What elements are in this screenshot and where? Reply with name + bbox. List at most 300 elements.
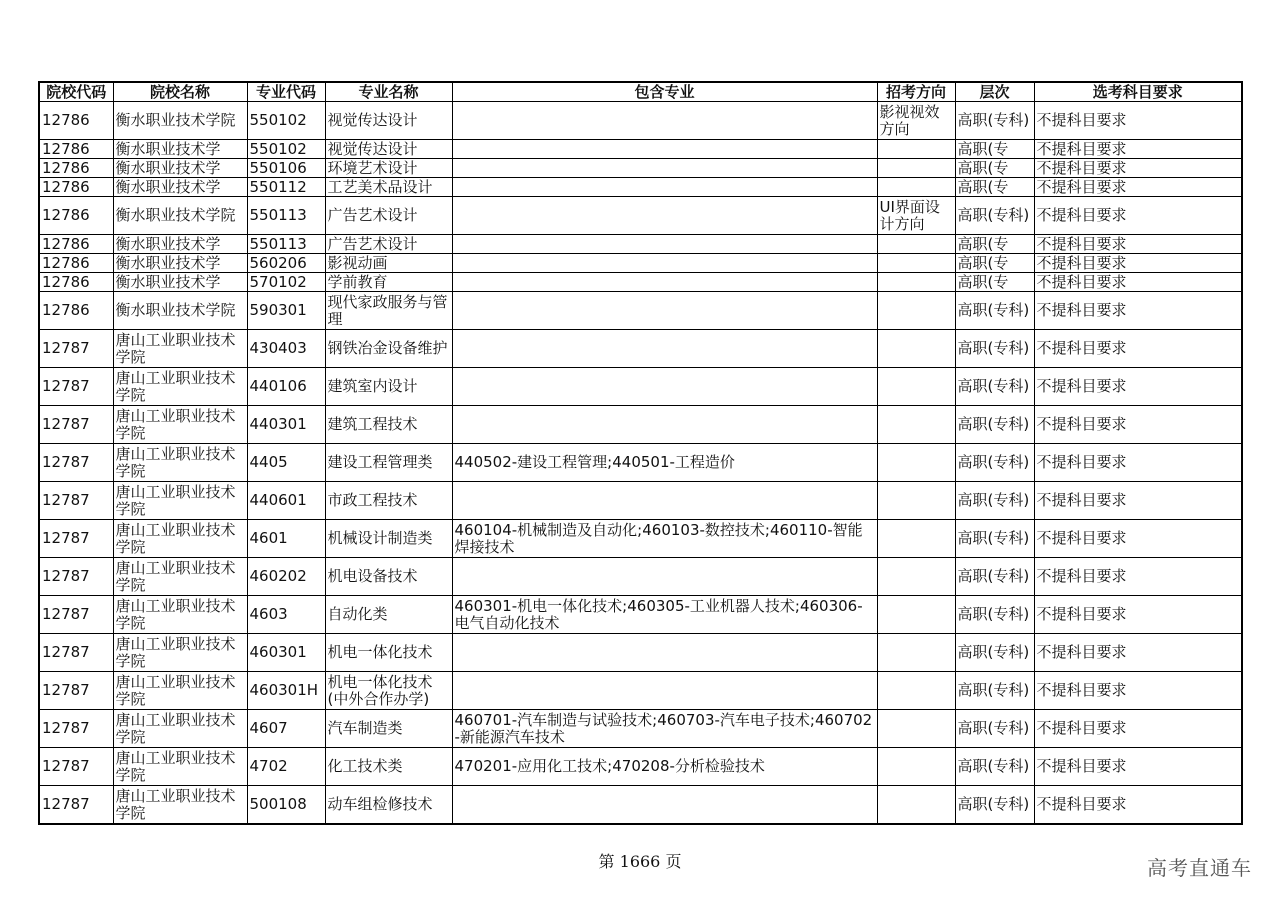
school-name-cell [113, 178, 247, 197]
level-cell [955, 672, 1034, 710]
requirement-cell-text: 不提科目要求 [1036, 377, 1127, 395]
table-row [39, 482, 1242, 520]
requirement-cell [1034, 140, 1242, 159]
major-name-cell [325, 254, 452, 273]
major-code-cell [247, 786, 325, 825]
included-majors-cell [452, 254, 877, 273]
direction-cell [877, 102, 955, 140]
school-name-cell [113, 520, 247, 558]
school-name-cell [113, 406, 247, 444]
requirement-cell [1034, 102, 1242, 140]
school-name-cell-text: 唐山工业职业技术学院 [115, 748, 236, 784]
requirement-cell [1034, 254, 1242, 273]
level-cell [955, 178, 1034, 197]
school-code-cell-text: 12786 [42, 206, 90, 224]
level-cell [955, 330, 1034, 368]
school-code-cell-text: 12787 [42, 795, 90, 813]
school-name-cell [113, 254, 247, 273]
major-name-cell-text: 机电一体化技术(中外合作办学) [327, 672, 433, 708]
level-cell [955, 748, 1034, 786]
major-code-cell-text: 440106 [249, 377, 307, 395]
direction-cell [877, 634, 955, 672]
requirement-cell-text: 不提科目要求 [1036, 111, 1127, 129]
direction-cell-text: UI界面设计方向 [879, 197, 940, 233]
major-code-cell-text: 4702 [249, 757, 288, 775]
major-name-cell [325, 178, 452, 197]
level-cell [955, 558, 1034, 596]
included-majors-cell [452, 444, 877, 482]
requirement-cell [1034, 520, 1242, 558]
requirement-cell [1034, 235, 1242, 254]
direction-cell [877, 292, 955, 330]
requirement-cell [1034, 330, 1242, 368]
major-code-cell-text: 550106 [249, 159, 307, 177]
level-cell-text: 高职(专科) [957, 605, 1030, 623]
major-code-cell-text: 4607 [249, 719, 288, 737]
included-majors-cell-text: 460104-机械制造及自动化;460103-数控技术;460110-智能焊接技术 [454, 520, 863, 556]
column-header-direction: 招考方向 [877, 82, 955, 102]
level-cell [955, 786, 1034, 825]
major-code-cell-text: 560206 [249, 254, 307, 272]
requirement-cell-text: 不提科目要求 [1036, 529, 1127, 547]
direction-cell [877, 368, 955, 406]
school-name-cell-text: 衡水职业技术学 [115, 178, 221, 196]
level-cell-text: 高职(专科) [957, 301, 1030, 319]
major-name-cell-text: 机电一体化技术 [327, 643, 433, 661]
requirement-cell-text: 不提科目要求 [1036, 643, 1127, 661]
level-cell-text: 高职(专科) [957, 339, 1030, 357]
requirement-cell-text: 不提科目要求 [1036, 301, 1127, 319]
level-cell-text: 高职(专 [957, 254, 1009, 272]
school-code-cell-text: 12786 [42, 235, 90, 253]
table-header [39, 82, 1242, 102]
school-name-cell-text: 衡水职业技术学院 [115, 206, 236, 224]
table-row [39, 330, 1242, 368]
table-row [39, 786, 1242, 825]
major-code-cell [247, 273, 325, 292]
school-code-cell-text: 12787 [42, 529, 90, 547]
requirement-cell [1034, 406, 1242, 444]
school-code-cell [39, 235, 113, 254]
school-code-cell-text: 12787 [42, 567, 90, 585]
major-code-cell [247, 520, 325, 558]
included-majors-cell-text: 460701-汽车制造与试验技术;460703-汽车电子技术;460702-新能源汽车技术 [454, 710, 873, 746]
level-cell-text: 高职(专科) [957, 567, 1030, 585]
major-name-cell [325, 102, 452, 140]
major-code-cell-text: 440301 [249, 415, 307, 433]
direction-cell [877, 406, 955, 444]
major-code-cell [247, 368, 325, 406]
level-cell [955, 102, 1034, 140]
level-cell [955, 710, 1034, 748]
table-row [39, 710, 1242, 748]
school-name-cell [113, 748, 247, 786]
level-cell-text: 高职(专科) [957, 681, 1030, 699]
school-code-cell [39, 558, 113, 596]
school-name-cell [113, 273, 247, 292]
school-name-cell [113, 634, 247, 672]
direction-cell [877, 786, 955, 825]
major-code-cell [247, 254, 325, 273]
major-code-cell-text: 550102 [249, 111, 307, 129]
requirement-cell-text: 不提科目要求 [1036, 415, 1127, 433]
major-name-cell [325, 710, 452, 748]
direction-cell [877, 330, 955, 368]
table-row [39, 368, 1242, 406]
level-cell-text: 高职(专科) [957, 529, 1030, 547]
major-code-cell-text: 550113 [249, 206, 307, 224]
direction-cell [877, 140, 955, 159]
page-number: 第 1666 页 [598, 852, 682, 871]
requirement-cell [1034, 786, 1242, 825]
school-name-cell-text: 唐山工业职业技术学院 [115, 368, 236, 404]
major-code-cell [247, 482, 325, 520]
school-name-cell-text: 唐山工业职业技术学院 [115, 596, 236, 632]
included-majors-cell [452, 710, 877, 748]
requirement-cell-text: 不提科目要求 [1036, 567, 1127, 585]
included-majors-cell [452, 482, 877, 520]
school-code-cell [39, 159, 113, 178]
requirement-cell [1034, 634, 1242, 672]
direction-cell [877, 748, 955, 786]
major-name-cell [325, 558, 452, 596]
major-code-cell [247, 672, 325, 710]
requirement-cell [1034, 197, 1242, 235]
school-name-cell [113, 102, 247, 140]
direction-cell [877, 482, 955, 520]
school-code-cell [39, 178, 113, 197]
school-code-cell [39, 330, 113, 368]
table-row [39, 520, 1242, 558]
requirement-cell-text: 不提科目要求 [1036, 140, 1127, 158]
direction-cell [877, 672, 955, 710]
school-name-cell [113, 672, 247, 710]
school-name-cell [113, 140, 247, 159]
major-name-cell-text: 动车组检修技术 [327, 795, 433, 813]
direction-cell [877, 235, 955, 254]
school-code-cell-text: 12786 [42, 159, 90, 177]
major-name-cell-text: 环境艺术设计 [327, 159, 418, 177]
watermark-text: 高考直通车 [1147, 856, 1252, 880]
requirement-cell [1034, 444, 1242, 482]
major-code-cell [247, 634, 325, 672]
major-name-cell-text: 影视动画 [327, 254, 388, 272]
school-code-cell [39, 406, 113, 444]
major-code-cell-text: 430403 [249, 339, 307, 357]
major-code-cell [247, 444, 325, 482]
level-cell [955, 482, 1034, 520]
level-cell-text: 高职(专 [957, 273, 1009, 291]
major-name-cell [325, 159, 452, 178]
included-majors-cell [452, 520, 877, 558]
included-majors-cell [452, 330, 877, 368]
requirement-cell [1034, 292, 1242, 330]
major-name-cell-text: 钢铁冶金设备维护 [327, 339, 448, 357]
major-name-cell-text: 广告艺术设计 [327, 235, 418, 253]
table-row [39, 748, 1242, 786]
major-name-cell [325, 368, 452, 406]
level-cell [955, 273, 1034, 292]
school-code-cell-text: 12787 [42, 453, 90, 471]
requirement-cell-text: 不提科目要求 [1036, 681, 1127, 699]
requirement-cell [1034, 273, 1242, 292]
table-row [39, 444, 1242, 482]
requirement-cell-text: 不提科目要求 [1036, 178, 1127, 196]
school-code-cell [39, 748, 113, 786]
school-code-cell [39, 520, 113, 558]
requirement-cell [1034, 368, 1242, 406]
school-name-cell [113, 159, 247, 178]
major-code-cell-text: 460202 [249, 567, 307, 585]
major-code-cell [247, 102, 325, 140]
header-row [39, 82, 1242, 102]
school-code-cell [39, 596, 113, 634]
direction-cell [877, 444, 955, 482]
level-cell [955, 254, 1034, 273]
major-name-cell [325, 330, 452, 368]
school-name-cell [113, 786, 247, 825]
requirement-cell-text: 不提科目要求 [1036, 453, 1127, 471]
column-header-level: 层次 [955, 82, 1034, 102]
major-code-cell [247, 292, 325, 330]
major-code-cell [247, 748, 325, 786]
level-cell-text: 高职(专科) [957, 111, 1030, 129]
school-name-cell [113, 596, 247, 634]
school-name-cell [113, 710, 247, 748]
requirement-cell-text: 不提科目要求 [1036, 757, 1127, 775]
major-name-cell-text: 建筑工程技术 [327, 415, 418, 433]
direction-cell [877, 710, 955, 748]
included-majors-cell-text: 470201-应用化工技术;470208-分析检验技术 [454, 757, 765, 775]
included-majors-cell [452, 140, 877, 159]
major-name-cell [325, 444, 452, 482]
included-majors-cell [452, 273, 877, 292]
level-cell-text: 高职(专科) [957, 491, 1030, 509]
column-header-major-name: 专业名称 [325, 82, 452, 102]
level-cell [955, 520, 1034, 558]
major-name-cell [325, 482, 452, 520]
school-code-cell [39, 444, 113, 482]
school-name-cell-text: 唐山工业职业技术学院 [115, 406, 236, 442]
requirement-cell-text: 不提科目要求 [1036, 339, 1127, 357]
school-name-cell [113, 558, 247, 596]
school-code-cell [39, 102, 113, 140]
major-name-cell-text: 建设工程管理类 [327, 453, 433, 471]
major-code-cell-text: 550102 [249, 140, 307, 158]
requirement-cell [1034, 159, 1242, 178]
school-code-cell [39, 140, 113, 159]
school-code-cell-text: 12787 [42, 643, 90, 661]
table-row [39, 634, 1242, 672]
level-cell-text: 高职(专科) [957, 206, 1030, 224]
school-code-cell [39, 197, 113, 235]
school-code-cell-text: 12787 [42, 339, 90, 357]
included-majors-cell-text: 440502-建设工程管理;440501-工程造价 [454, 453, 735, 471]
included-majors-cell [452, 786, 877, 825]
level-cell-text: 高职(专科) [957, 453, 1030, 471]
column-header-school-code: 院校代码 [39, 82, 113, 102]
table-row [39, 159, 1242, 178]
school-code-cell [39, 710, 113, 748]
major-code-cell [247, 197, 325, 235]
table-row [39, 273, 1242, 292]
school-code-cell-text: 12787 [42, 719, 90, 737]
included-majors-cell [452, 292, 877, 330]
table-row [39, 672, 1242, 710]
major-name-cell [325, 140, 452, 159]
level-cell-text: 高职(专 [957, 235, 1009, 253]
included-majors-cell [452, 178, 877, 197]
school-name-cell [113, 330, 247, 368]
school-code-cell-text: 12787 [42, 377, 90, 395]
school-name-cell-text: 唐山工业职业技术学院 [115, 520, 236, 556]
school-code-cell-text: 12787 [42, 605, 90, 623]
requirement-cell-text: 不提科目要求 [1036, 605, 1127, 623]
table-row [39, 102, 1242, 140]
major-name-cell-text: 机械设计制造类 [327, 529, 433, 547]
major-code-cell [247, 596, 325, 634]
major-name-cell-text: 市政工程技术 [327, 491, 418, 509]
major-code-cell-text: 460301 [249, 643, 307, 661]
major-name-cell-text: 视觉传达设计 [327, 140, 418, 158]
requirement-cell [1034, 596, 1242, 634]
included-majors-cell [452, 102, 877, 140]
school-name-cell [113, 235, 247, 254]
major-name-cell-text: 广告艺术设计 [327, 206, 418, 224]
school-code-cell [39, 482, 113, 520]
included-majors-cell [452, 197, 877, 235]
requirement-cell-text: 不提科目要求 [1036, 159, 1127, 177]
major-name-cell-text: 工艺美术品设计 [327, 178, 433, 196]
level-cell-text: 高职(专科) [957, 415, 1030, 433]
school-name-cell [113, 368, 247, 406]
table-row [39, 197, 1242, 235]
major-name-cell [325, 520, 452, 558]
level-cell [955, 197, 1034, 235]
school-name-cell-text: 衡水职业技术学 [115, 140, 221, 158]
major-code-cell-text: 440601 [249, 491, 307, 509]
table-row [39, 178, 1242, 197]
major-name-cell-text: 现代家政服务与管理 [327, 292, 448, 328]
level-cell [955, 596, 1034, 634]
major-code-cell [247, 330, 325, 368]
included-majors-cell [452, 235, 877, 254]
major-code-cell-text: 550112 [249, 178, 307, 196]
major-name-cell-text: 学前教育 [327, 273, 388, 291]
school-name-cell [113, 444, 247, 482]
included-majors-cell [452, 596, 877, 634]
major-name-cell [325, 273, 452, 292]
major-name-cell-text: 化工技术类 [327, 757, 403, 775]
major-code-cell-text: 4603 [249, 605, 288, 623]
table-body [39, 102, 1242, 825]
school-name-cell [113, 292, 247, 330]
direction-cell [877, 558, 955, 596]
school-name-cell [113, 197, 247, 235]
major-code-cell-text: 4405 [249, 453, 288, 471]
included-majors-cell [452, 558, 877, 596]
column-header-school-name: 院校名称 [113, 82, 247, 102]
included-majors-cell [452, 406, 877, 444]
direction-cell [877, 178, 955, 197]
direction-cell-text: 影视视效方向 [879, 102, 940, 138]
major-code-cell-text: 460301H [249, 681, 319, 699]
direction-cell [877, 159, 955, 178]
school-name-cell-text: 唐山工业职业技术学院 [115, 444, 236, 480]
major-code-cell [247, 235, 325, 254]
requirement-cell [1034, 748, 1242, 786]
table-row [39, 558, 1242, 596]
major-name-cell [325, 672, 452, 710]
school-name-cell-text: 衡水职业技术学 [115, 254, 221, 272]
level-cell [955, 406, 1034, 444]
school-name-cell-text: 唐山工业职业技术学院 [115, 558, 236, 594]
level-cell-text: 高职(专科) [957, 795, 1030, 813]
requirement-cell-text: 不提科目要求 [1036, 235, 1127, 253]
level-cell-text: 高职(专科) [957, 643, 1030, 661]
table-row [39, 596, 1242, 634]
school-code-cell-text: 12787 [42, 757, 90, 775]
school-name-cell-text: 唐山工业职业技术学院 [115, 710, 236, 746]
major-code-cell [247, 558, 325, 596]
school-name-cell-text: 唐山工业职业技术学院 [115, 672, 236, 708]
school-name-cell-text: 唐山工业职业技术学院 [115, 330, 236, 366]
included-majors-cell [452, 672, 877, 710]
major-code-cell-text: 570102 [249, 273, 307, 291]
table-row [39, 254, 1242, 273]
school-name-cell-text: 衡水职业技术学 [115, 273, 221, 291]
requirement-cell [1034, 482, 1242, 520]
school-code-cell-text: 12786 [42, 273, 90, 291]
school-name-cell-text: 唐山工业职业技术学院 [115, 482, 236, 518]
direction-cell [877, 520, 955, 558]
school-code-cell [39, 254, 113, 273]
school-code-cell-text: 12786 [42, 301, 90, 319]
school-code-cell-text: 12787 [42, 415, 90, 433]
school-name-cell-text: 衡水职业技术学院 [115, 301, 236, 319]
included-majors-cell-text: 460301-机电一体化技术;460305-工业机器人技术;460306-电气自动化技术 [454, 596, 863, 632]
school-name-cell [113, 482, 247, 520]
included-majors-cell [452, 634, 877, 672]
requirement-cell-text: 不提科目要求 [1036, 719, 1127, 737]
major-code-cell-text: 500108 [249, 795, 307, 813]
requirement-cell-text: 不提科目要求 [1036, 491, 1127, 509]
major-name-cell-text: 汽车制造类 [327, 719, 403, 737]
level-cell [955, 140, 1034, 159]
admission-table [38, 81, 1243, 825]
column-header-requirement: 选考科目要求 [1034, 82, 1242, 102]
school-code-cell-text: 12786 [42, 111, 90, 129]
major-name-cell [325, 235, 452, 254]
major-code-cell [247, 178, 325, 197]
requirement-cell-text: 不提科目要求 [1036, 254, 1127, 272]
major-name-cell [325, 197, 452, 235]
column-header-included-majors: 包含专业 [452, 82, 877, 102]
level-cell [955, 159, 1034, 178]
level-cell [955, 368, 1034, 406]
school-code-cell-text: 12786 [42, 140, 90, 158]
level-cell [955, 292, 1034, 330]
requirement-cell [1034, 710, 1242, 748]
direction-cell [877, 273, 955, 292]
level-cell [955, 444, 1034, 482]
school-code-cell [39, 786, 113, 825]
table-row [39, 140, 1242, 159]
school-code-cell [39, 368, 113, 406]
requirement-cell [1034, 178, 1242, 197]
direction-cell [877, 197, 955, 235]
major-code-cell-text: 590301 [249, 301, 307, 319]
